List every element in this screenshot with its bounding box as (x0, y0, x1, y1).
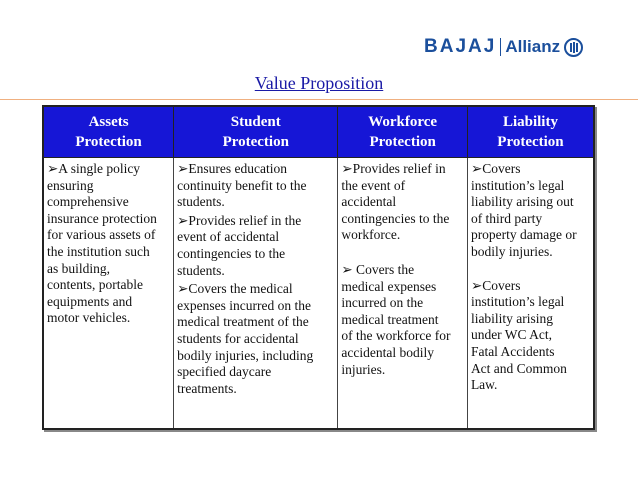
header-workforce-protection: Workforce Protection (338, 106, 468, 158)
cell-workforce (338, 158, 468, 430)
bullet: ➢Provides relief in the event of accidental contingencies to the workforce. (341, 161, 450, 243)
bullet: ➢Provides relief in the event of accidental contingencies to the students. (177, 212, 302, 278)
bullet: ➢Ensures education continuity benefit to the students. (177, 161, 307, 210)
logo-divider (500, 38, 501, 56)
bullet: ➢Covers institution’s legal liability arising under WC Act, Fatal Accidents Act and Common Law. (470, 277, 567, 393)
table-header-row (43, 106, 594, 158)
header-liability-protection: Liability Protection (467, 106, 594, 158)
title-divider (0, 99, 638, 100)
bullet: ➢Covers the medical expenses incurred on the medical treatment of the students for accidental bodily injuries, including specified daycare treatments. (177, 281, 314, 396)
logo-brand: BAJAJ (424, 36, 497, 57)
value-proposition-table (42, 105, 595, 430)
cell-assets (43, 158, 174, 430)
page-title: Value Proposition (254, 73, 384, 93)
bajaj-allianz-logo (424, 36, 583, 58)
cell-liability (467, 158, 594, 430)
logo-partner: Allianz (505, 37, 561, 56)
bullet: ➢ Covers the medical expenses incurred on the medical treatment of the workforce for accidental bodily injuries. (341, 261, 451, 377)
cell-student (174, 158, 338, 430)
header-assets-protection: Assets Protection (43, 106, 174, 158)
bullet: ➢Covers institution’s legal liability arising out of third party property damage or bodily injuries. (470, 161, 577, 259)
bullet: ➢A single policy ensuring comprehensive insurance protection for various assets of the institution such as building, contents, portable equipments and motor vehicles. (47, 161, 157, 326)
table-row (43, 158, 594, 430)
header-student-protection: Student Protection (174, 106, 338, 158)
allianz-eagle-icon (564, 38, 583, 57)
